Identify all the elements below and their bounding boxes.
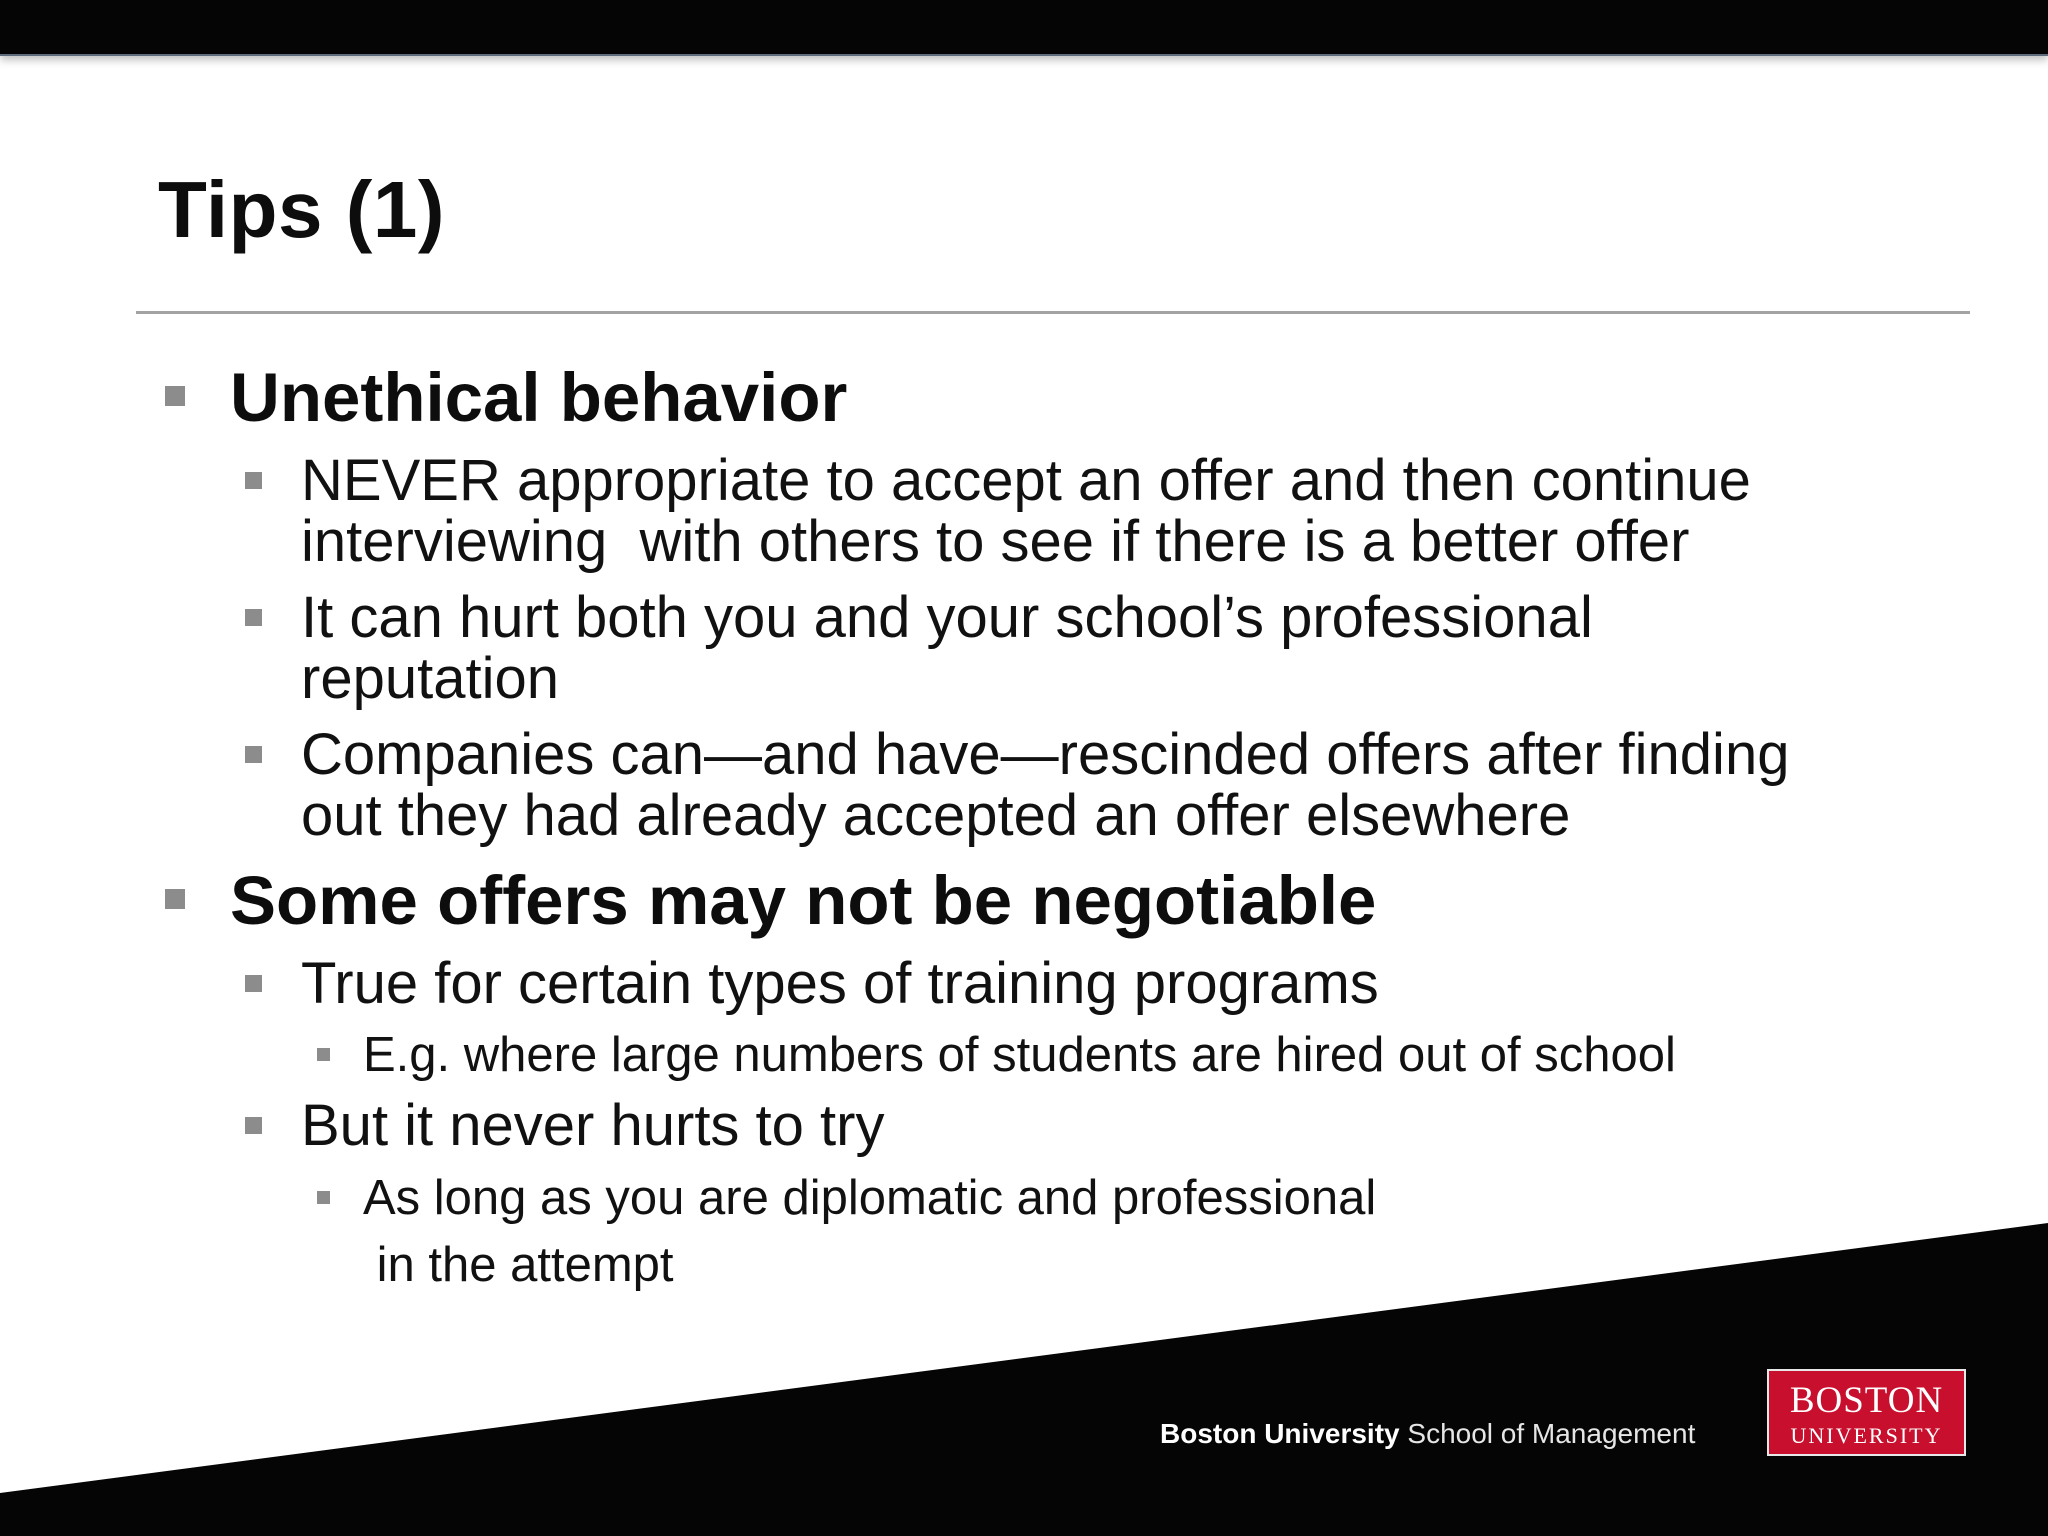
bullet-text: True for certain types of training programs [301, 951, 1379, 1016]
bullet-text-line-2: reputation [301, 646, 559, 711]
logo-line-university: UNIVERSITY [1790, 1423, 1943, 1448]
bullet-text-line-1: It can hurt both you and your school’s professional [301, 585, 1593, 650]
boston-university-logo [1767, 1369, 1966, 1456]
bullet-text: Unethical behavior [230, 359, 848, 436]
bullet-text-line-1: As long as you are diplomatic and professional [363, 1171, 1377, 1225]
bullet-text-line-1: NEVER appropriate to accept an offer and then continue [301, 448, 1751, 513]
bullet-text: But it never hurts to try [301, 1093, 885, 1158]
bullet-text-line-2: in the attempt [363, 1238, 674, 1292]
logo-line-boston: BOSTON [1789, 1380, 1944, 1421]
slide-title: Tips (1) [158, 165, 446, 254]
bullet-text-line-1: Companies can—and have—rescinded offers after finding [301, 722, 1790, 787]
footer-school-name: School of Management [1407, 1418, 1696, 1449]
footer-university-name: Boston University [1160, 1418, 1400, 1449]
footer-institution-text [1160, 1418, 1695, 1450]
bullet-text: Some offers may not be negotiable [230, 862, 1377, 939]
bullet-text-line-2: interviewing with others to see if there is a better offer [301, 509, 1690, 574]
bullet-text: E.g. where large numbers of students are hired out of school [363, 1028, 1676, 1082]
bullet-text-line-2: out they had already accepted an offer elsewhere [301, 783, 1571, 848]
